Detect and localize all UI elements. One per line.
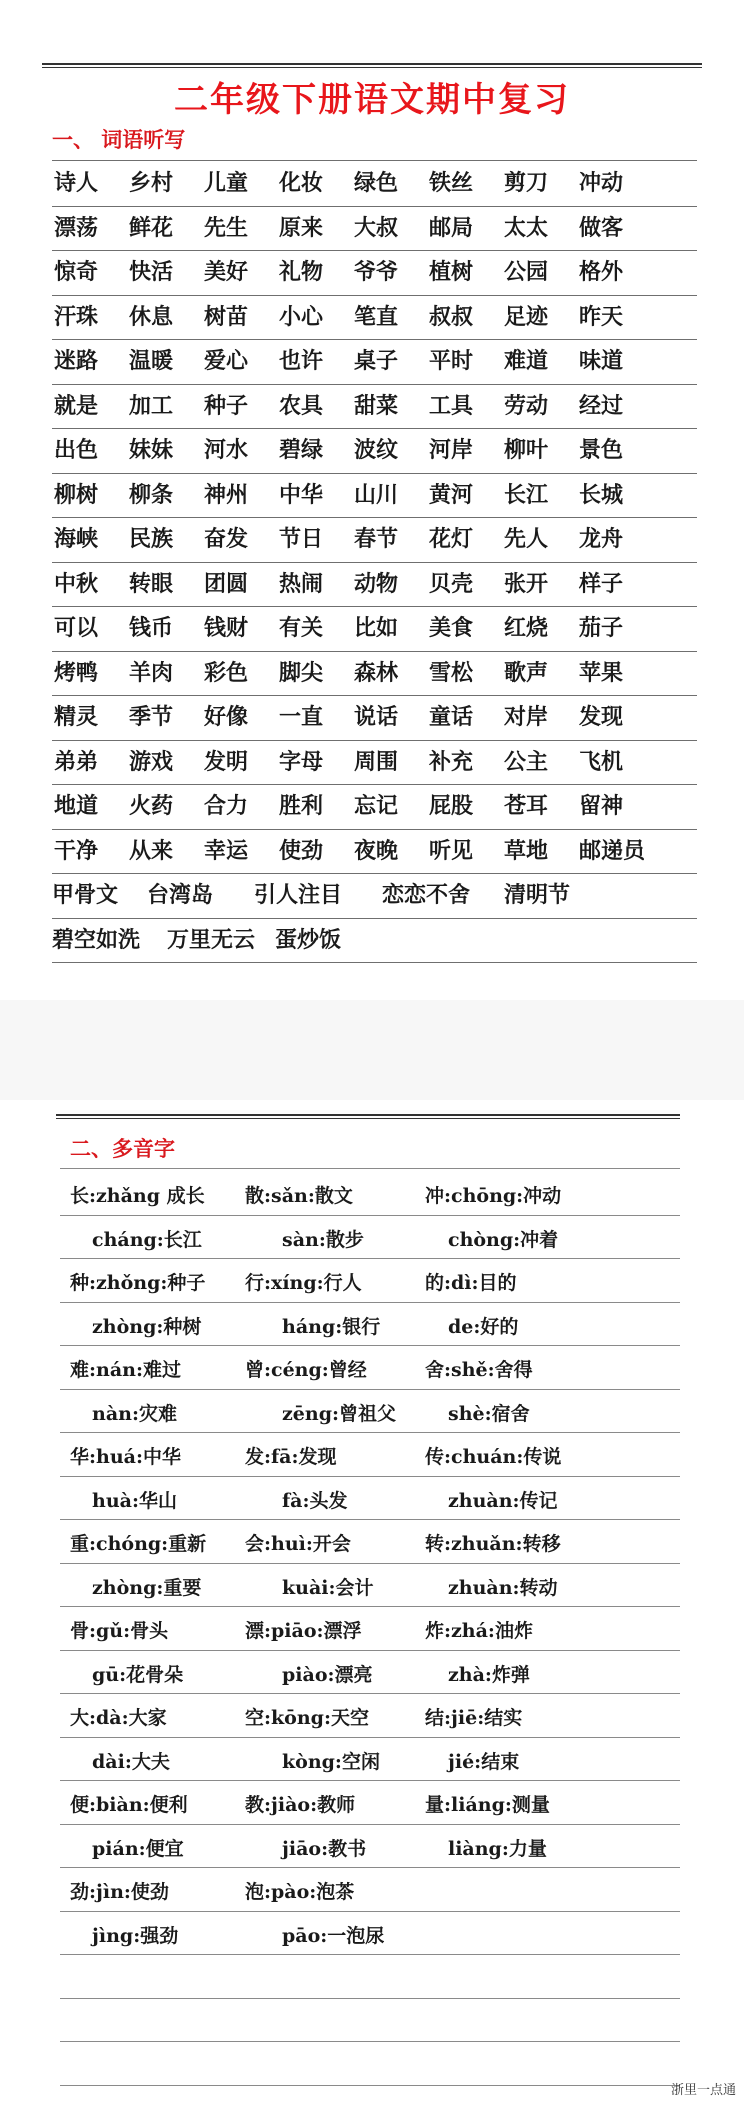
vocab-word: 张开 — [504, 571, 549, 597]
vocab-word: 游戏 — [129, 749, 174, 775]
polyphone-row — [0, 1703, 640, 1737]
vocab-word: 经过 — [579, 393, 624, 419]
vocab-word: 补充 — [429, 749, 474, 775]
polyphone-rule — [60, 1954, 680, 1955]
vocab-word: 中秋 — [54, 571, 99, 597]
vocab-word: 先人 — [504, 527, 549, 552]
vocab-word: 诗人 — [54, 171, 99, 196]
vocab-word: 干净 — [54, 838, 99, 864]
polyphone-row — [0, 1921, 640, 1955]
polyphone-entry: 的:dì:目的 — [425, 1272, 517, 1294]
vocab-word: 留神 — [579, 794, 624, 819]
vocab-word: 格外 — [579, 260, 624, 285]
vocab-word: 汗珠 — [54, 304, 99, 330]
vocab-word: 柳条 — [129, 482, 174, 508]
vocab-word: 龙舟 — [579, 527, 624, 552]
word-row — [52, 740, 697, 784]
polyphone-entry: pāo:一泡尿 — [282, 1924, 385, 1947]
vocab-word: 甜菜 — [354, 393, 399, 419]
polyphone-row — [0, 1486, 640, 1520]
polyphone-entry: 劲:jìn:使劲 — [70, 1881, 169, 1903]
polyphone-entry: 转:zhuǎn:转移 — [425, 1533, 561, 1555]
vocab-word: 也许 — [279, 349, 324, 374]
row-rule — [52, 962, 697, 963]
word-row-extra — [52, 873, 697, 917]
vocab-word: 雪松 — [429, 660, 474, 686]
vocab-word: 加工 — [129, 393, 174, 419]
vocab-word: 苹果 — [579, 660, 624, 686]
section-2-heading: 二、多音字 — [70, 1137, 175, 1161]
row-rule — [52, 339, 697, 340]
vocab-word: 惊奇 — [54, 260, 99, 285]
vocab-word: 波纹 — [354, 438, 399, 463]
vocab-word: 样子 — [579, 571, 624, 597]
vocab-word: 就是 — [54, 393, 99, 419]
vocab-word: 烤鸭 — [54, 660, 99, 686]
row-rule — [52, 651, 697, 652]
vocab-word: 铁丝 — [429, 171, 474, 196]
vocab-word: 忘记 — [354, 794, 399, 819]
word-row — [52, 250, 697, 294]
polyphone-rule — [60, 1215, 680, 1216]
polyphone-entry: zhà:炸弹 — [448, 1663, 530, 1686]
polyphone-rule — [60, 1432, 680, 1433]
vocab-word: 邮局 — [429, 215, 474, 241]
polyphone-row — [0, 1660, 640, 1694]
vocab-word: 钱财 — [204, 616, 249, 641]
vocab-word: 爷爷 — [354, 260, 399, 285]
vocab-word: 绿色 — [354, 171, 399, 196]
polyphone-rule — [60, 1563, 680, 1564]
vocab-word: 河岸 — [429, 438, 474, 463]
vocab-word: 河水 — [204, 438, 249, 463]
vocab-word: 合力 — [204, 794, 249, 819]
row-rule — [52, 740, 697, 741]
vocab-word: 小心 — [279, 304, 324, 330]
polyphone-entry: 曾:céng:曾经 — [245, 1359, 367, 1381]
vocab-word: 字母 — [279, 749, 324, 775]
vocab-word: 迷路 — [54, 349, 99, 374]
vocab-phrase: 清明节 — [504, 883, 571, 908]
polyphone-entry: 华:huá:中华 — [70, 1446, 181, 1468]
vocab-word: 桌子 — [354, 349, 399, 374]
vocab-phrase: 恋恋不舍 — [382, 883, 471, 908]
vocab-word: 柳叶 — [504, 438, 549, 463]
polyphone-entry: zēng:曾祖父 — [282, 1402, 396, 1425]
row-rule — [52, 562, 697, 563]
polyphone-entry: kuài:会计 — [282, 1576, 374, 1599]
polyphone-rule — [60, 1476, 680, 1477]
vocab-word: 礼物 — [279, 260, 324, 285]
polyphone-entry: 长:zhǎng 成长 — [70, 1185, 205, 1207]
vocab-word: 飞机 — [579, 749, 624, 775]
vocab-word: 美食 — [429, 616, 474, 641]
polyphone-rule — [60, 1911, 680, 1912]
vocab-word: 长城 — [579, 482, 624, 508]
vocab-word: 公主 — [504, 749, 549, 775]
vocab-word: 妹妹 — [129, 438, 174, 463]
vocab-word: 中华 — [279, 482, 324, 508]
vocab-phrase: 台湾岛 — [147, 883, 214, 908]
vocab-word: 周围 — [354, 749, 399, 775]
word-row — [52, 384, 697, 428]
row-rule — [52, 873, 697, 874]
vocab-word: 平时 — [429, 349, 474, 374]
polyphone-entry: jié:结束 — [448, 1750, 520, 1773]
polyphone-rule — [60, 1258, 680, 1259]
vocab-word: 使劲 — [279, 838, 324, 864]
vocab-word: 节日 — [279, 527, 324, 552]
polyphone-rule — [60, 1693, 680, 1694]
vocab-word: 比如 — [354, 616, 399, 641]
vocab-word: 长江 — [504, 482, 549, 508]
polyphone-entry: zhuàn:转动 — [448, 1576, 558, 1599]
polyphone-entry: zhòng:种树 — [92, 1315, 202, 1338]
vocab-word: 冲动 — [579, 171, 624, 196]
vocab-word: 幸运 — [204, 838, 249, 864]
vocab-word: 柳树 — [54, 482, 99, 508]
row-rule — [52, 784, 697, 785]
vocab-word: 公园 — [504, 260, 549, 285]
polyphone-entry: 炸:zhá:油炸 — [425, 1620, 533, 1642]
polyphone-row — [0, 1790, 640, 1824]
word-row — [52, 651, 697, 695]
vocab-word: 树苗 — [204, 304, 249, 330]
vocab-word: 化妆 — [279, 171, 324, 196]
word-row — [52, 695, 697, 739]
word-row — [52, 428, 697, 472]
vocab-word: 森林 — [354, 660, 399, 686]
polyphone-rule — [60, 1737, 680, 1738]
polyphone-entry: 骨:gǔ:骨头 — [70, 1620, 169, 1642]
vocab-word: 原来 — [279, 215, 324, 241]
polyphone-row — [0, 1616, 640, 1650]
vocab-word: 做客 — [579, 215, 624, 241]
vocab-word: 海峡 — [54, 527, 99, 552]
polyphone-entry: 行:xíng:行人 — [245, 1272, 362, 1294]
polyphone-entry: pián:便宜 — [92, 1837, 184, 1860]
vocab-word: 味道 — [579, 349, 624, 374]
polyphone-entry: 教:jiào:教师 — [245, 1794, 356, 1816]
polyphone-row — [0, 1573, 640, 1607]
row-rule — [52, 473, 697, 474]
vocab-word: 弟弟 — [54, 749, 99, 775]
vocab-word: 先生 — [204, 215, 249, 241]
heading-rule-2 — [60, 1168, 680, 1169]
polyphone-row — [0, 1834, 640, 1868]
row-rule — [52, 918, 697, 919]
vocab-word: 贝壳 — [429, 571, 474, 597]
polyphone-rule — [60, 1345, 680, 1346]
polyphone-row — [0, 1442, 640, 1476]
polyphone-entry: jiāo:教书 — [282, 1837, 367, 1860]
polyphone-entry: 冲:chōng:冲动 — [425, 1185, 562, 1207]
word-row — [52, 295, 697, 339]
polyphone-row — [0, 1399, 640, 1433]
vocab-word: 碧绿 — [279, 438, 324, 463]
polyphone-entry: 便:biàn:便利 — [70, 1794, 188, 1816]
polyphone-entry: fà:头发 — [282, 1489, 348, 1512]
polyphone-entry: 大:dà:大家 — [70, 1707, 167, 1729]
polyphone-row — [0, 1355, 640, 1389]
vocab-word: 剪刀 — [504, 171, 549, 196]
vocab-word: 漂荡 — [54, 215, 99, 241]
polyphone-row — [0, 1747, 640, 1781]
polyphone-rule — [60, 1302, 680, 1303]
word-row-extra — [52, 918, 697, 962]
word-row — [52, 206, 697, 250]
polyphone-entry: gū:花骨朵 — [92, 1663, 184, 1686]
polyphone-entry: kòng:空闲 — [282, 1750, 380, 1773]
vocab-word: 精灵 — [54, 705, 99, 730]
polyphone-entry: 会:huì:开会 — [245, 1533, 351, 1555]
word-row — [52, 473, 697, 517]
polyphone-entry: 重:chóng:重新 — [70, 1533, 207, 1555]
polyphone-entry: 舍:shě:舍得 — [425, 1359, 533, 1381]
vocab-word: 爱心 — [204, 349, 249, 374]
vocab-word: 叔叔 — [429, 304, 474, 330]
polyphone-row — [0, 1225, 640, 1259]
polyphone-entry: jìng:强劲 — [92, 1924, 179, 1947]
vocab-word: 景色 — [579, 438, 624, 463]
vocab-word: 农具 — [279, 393, 324, 419]
vocab-word: 转眼 — [129, 571, 174, 597]
word-row — [52, 606, 697, 650]
word-row — [52, 339, 697, 383]
vocab-word: 屁股 — [429, 794, 474, 819]
word-row — [52, 517, 697, 561]
vocab-word: 听见 — [429, 838, 474, 864]
vocab-phrase: 引人注目 — [254, 883, 343, 908]
polyphone-entry: 难:nán:难过 — [70, 1359, 181, 1381]
vocab-word: 休息 — [129, 304, 174, 330]
polyphone-rule — [60, 1780, 680, 1781]
word-row — [52, 829, 697, 873]
vocab-word: 羊肉 — [129, 660, 174, 686]
polyphone-entry: 漂:piāo:漂浮 — [245, 1620, 362, 1642]
vocab-word: 神州 — [204, 482, 249, 508]
vocab-word: 草地 — [504, 838, 549, 864]
row-rule — [52, 250, 697, 251]
polyphone-entry: sàn:散步 — [282, 1228, 364, 1251]
row-rule — [52, 206, 697, 207]
vocab-word: 可以 — [54, 616, 99, 641]
vocab-phrase: 万里无云 — [167, 927, 256, 953]
polyphone-entry: zhuàn:传记 — [448, 1489, 558, 1512]
vocab-word: 山川 — [354, 482, 399, 508]
vocab-word: 民族 — [129, 527, 174, 552]
polyphone-entry: chòng:冲着 — [448, 1228, 559, 1251]
section-1-heading: 一、 词语听写 — [52, 128, 186, 152]
polyphone-entry: 发:fā:发现 — [245, 1446, 337, 1468]
vocab-word: 胜利 — [279, 794, 324, 819]
vocab-word: 种子 — [204, 393, 249, 419]
polyphone-rule — [60, 1650, 680, 1651]
polyphone-entry: 空:kōng:天空 — [245, 1707, 369, 1729]
polyphone-entry: 散:sǎn:散文 — [245, 1185, 353, 1207]
vocab-word: 茄子 — [579, 616, 624, 641]
polyphone-entry: 结:jiē:结实 — [425, 1707, 523, 1729]
vocab-phrase: 碧空如洗 — [52, 927, 141, 953]
row-rule — [52, 695, 697, 696]
row-rule — [52, 384, 697, 385]
polyphone-entry: shè:宿舍 — [448, 1402, 530, 1425]
vocab-word: 鲜花 — [129, 215, 174, 241]
vocab-phrase: 蛋炒饭 — [275, 927, 342, 953]
polyphone-entry: liàng:力量 — [448, 1837, 547, 1860]
vocab-word: 奋发 — [204, 527, 249, 552]
vocab-word: 红烧 — [504, 616, 549, 641]
vocab-word: 苍耳 — [504, 794, 549, 819]
vocab-word: 动物 — [354, 571, 399, 597]
polyphone-entry: 种:zhǒng:种子 — [70, 1272, 206, 1294]
polyphone-entry: 量:liáng:测量 — [425, 1794, 550, 1816]
polyphone-rule — [60, 1519, 680, 1520]
word-row — [52, 784, 697, 828]
row-rule — [52, 829, 697, 830]
vocab-word: 说话 — [354, 705, 399, 730]
word-row — [52, 562, 697, 606]
vocab-word: 童话 — [429, 705, 474, 730]
vocab-word: 乡村 — [129, 171, 174, 196]
vocab-word: 钱币 — [129, 616, 174, 641]
polyphone-entry: 泡:pào:泡茶 — [245, 1881, 355, 1903]
vocab-word: 太太 — [504, 215, 549, 241]
worksheet-page-2 — [0, 1100, 744, 2104]
vocab-word: 一直 — [279, 705, 324, 730]
polyphone-rule — [60, 1824, 680, 1825]
polyphone-rule — [60, 2085, 680, 2086]
polyphone-entry: de:好的 — [448, 1315, 519, 1338]
vocab-word: 美好 — [204, 260, 249, 285]
vocab-word: 有关 — [279, 616, 324, 641]
polyphone-rule — [60, 1389, 680, 1390]
page-gap — [0, 1000, 744, 1100]
vocab-word: 火药 — [129, 794, 174, 819]
vocab-word: 从来 — [129, 838, 174, 864]
polyphone-entry: dài:大夫 — [92, 1750, 170, 1773]
polyphone-entry: huà:华山 — [92, 1489, 177, 1512]
polyphone-entry: piào:漂亮 — [282, 1663, 373, 1686]
polyphone-entry: cháng:长江 — [92, 1228, 202, 1251]
vocab-word: 足迹 — [504, 304, 549, 330]
polyphone-rule — [60, 2041, 680, 2042]
polyphone-rule — [60, 1867, 680, 1868]
polyphone-row — [0, 1268, 640, 1302]
row-rule — [52, 517, 697, 518]
polyphone-entry: háng:银行 — [282, 1315, 381, 1338]
vocab-word: 歌声 — [504, 660, 549, 686]
polyphone-rule — [60, 1998, 680, 1999]
row-rule — [52, 606, 697, 607]
polyphone-row — [0, 1181, 640, 1215]
vocab-word: 夜晚 — [354, 838, 399, 864]
word-row — [52, 161, 697, 205]
vocab-word: 季节 — [129, 705, 174, 730]
polyphone-entry: 传:chuán:传说 — [425, 1446, 562, 1468]
vocab-word: 好像 — [204, 705, 249, 730]
polyphone-row — [0, 1529, 640, 1563]
vocab-word: 发明 — [204, 749, 249, 775]
vocab-word: 对岸 — [504, 705, 549, 730]
vocab-word: 彩色 — [204, 660, 249, 686]
row-rule — [52, 295, 697, 296]
vocab-phrase: 甲骨文 — [52, 883, 119, 908]
vocab-word: 快活 — [129, 260, 174, 285]
vocab-word: 大叔 — [354, 215, 399, 241]
polyphone-entry: zhòng:重要 — [92, 1576, 202, 1599]
polyphone-row — [0, 1312, 640, 1346]
footer-watermark: 浙里一点通 — [670, 2083, 736, 2098]
vocab-word: 发现 — [579, 705, 624, 730]
vocab-word: 地道 — [54, 794, 99, 819]
vocab-word: 笔直 — [354, 304, 399, 330]
vocab-word: 脚尖 — [279, 660, 324, 686]
vocab-word: 出色 — [54, 438, 99, 463]
vocab-word: 热闹 — [279, 571, 324, 597]
vocab-word: 团圆 — [204, 571, 249, 597]
vocab-word: 春节 — [354, 527, 399, 552]
polyphone-rule — [60, 1606, 680, 1607]
vocab-word: 温暖 — [129, 349, 174, 374]
top-double-rule — [42, 63, 702, 68]
vocab-word: 昨天 — [579, 304, 624, 330]
vocab-word: 植树 — [429, 260, 474, 285]
vocab-word: 难道 — [504, 349, 549, 374]
vocab-word: 邮递员 — [579, 838, 646, 864]
polyphone-row — [0, 1877, 640, 1911]
vocab-word: 花灯 — [429, 527, 474, 552]
worksheet-page-1 — [0, 0, 744, 1000]
vocab-word: 黄河 — [429, 482, 474, 508]
vocab-word: 儿童 — [204, 171, 249, 196]
vocab-word: 劳动 — [504, 393, 549, 419]
polyphone-entry: nàn:灾难 — [92, 1402, 177, 1425]
row-rule — [52, 428, 697, 429]
vocab-word: 工具 — [429, 393, 474, 419]
top-double-rule-2 — [56, 1114, 680, 1119]
page-title: 二年级下册语文期中复习 — [174, 80, 570, 120]
